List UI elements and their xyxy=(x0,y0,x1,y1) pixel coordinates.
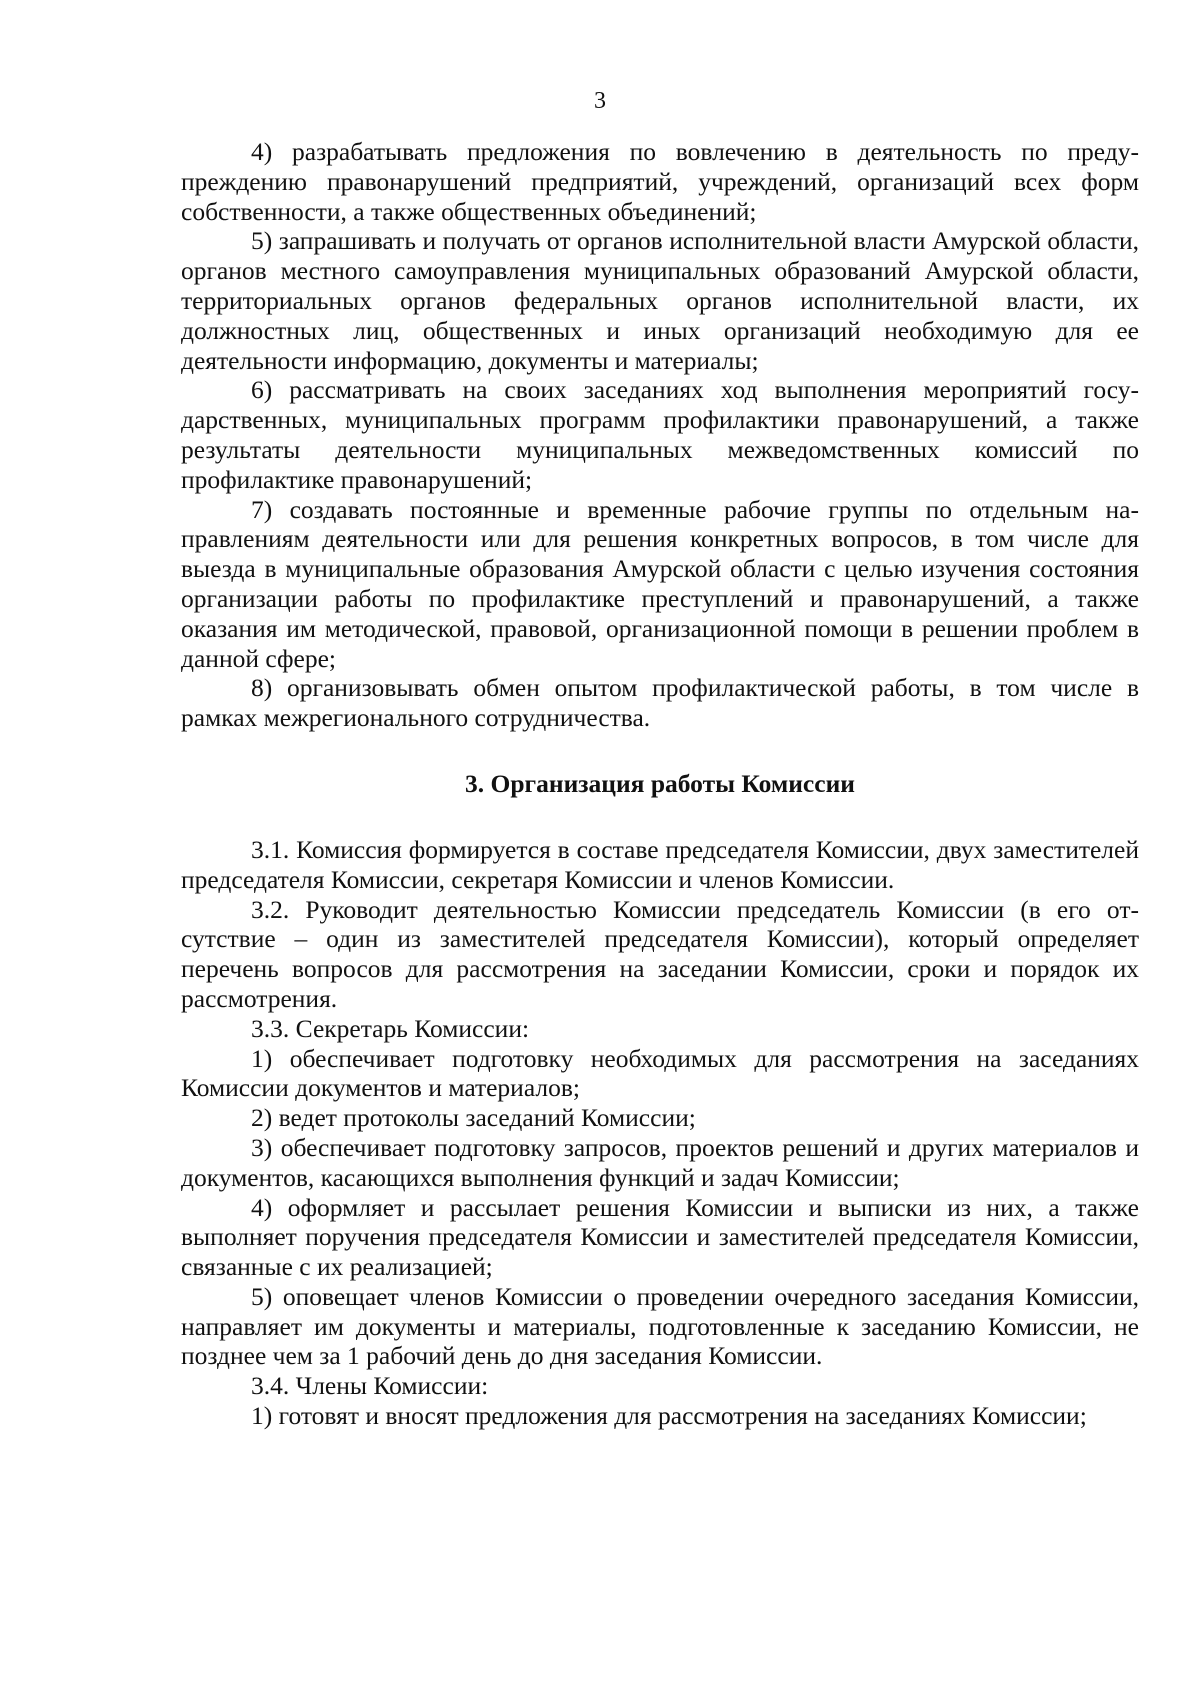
paragraph: 3.4. Члены Комиссии: xyxy=(251,1371,489,1401)
paragraph: 1) готовят и вносят предложения для рассмотрения на заседаниях Комиссии; xyxy=(251,1401,1087,1431)
section-title: 3. Организация работы Комиссии xyxy=(465,768,855,798)
paragraph: 3.1. Комиссия формируется в составе председателя Комиссии, двух заместителей председателя Комиссии, секретаря Комиссии и членов Комиссии. xyxy=(181,834,1139,894)
paragraph: 3.2. Руководит деятельностью Комиссии председатель Комиссии (в его отсутствие – один из заместителей председателя Комиссии), который определяет перечень вопросов для рассмотрения на заседании Комиссии, сроки и порядок их рассмотрения. xyxy=(181,894,1139,1013)
paragraph: 4) оформляет и рассылает решения Комиссии и выписки из них, а также выполняет поручения председателя Комиссии и заместителей председателя Комиссии, связанные с их реализацией; xyxy=(181,1192,1139,1282)
page-number: 3 xyxy=(594,88,606,114)
paragraph: 4) разрабатывать предложения по вовлечению в деятельность по предупреждению правонарушений предприятий, учреждений, организаций всех форм собственности, а также общественных объединений; xyxy=(181,137,1139,226)
paragraph: 5) оповещает членов Комиссии о проведении очередного заседания Комиссии, направляет им документы и материалы, подготовленные к заседанию Комиссии, не позднее чем за 1 рабочий день до дня заседания Комиссии. xyxy=(181,1281,1139,1371)
document-body xyxy=(181,137,1139,1431)
paragraph: 2) ведет протоколы заседаний Комиссии; xyxy=(251,1103,696,1133)
paragraph: 5) запрашивать и получать от органов исполнительной власти Амурской области, органов местного самоуправления муниципальных образований Амурской области, территориальных органов федеральных органов исполнительной власти, их должностных лиц, общественных и иных организаций необходимую для ее деятельности информацию, документы и материалы; xyxy=(181,226,1139,375)
powers-list xyxy=(181,137,1139,733)
paragraph: 7) создавать постоянные и временные рабочие группы по отдельным направлениям деятельности или для решения конкретных вопросов, в том числе для выезда в муниципальные образования Амурской области с целью изучения состояния организации работы по профилактике преступлений и правонарушений, а также оказания им методической, правовой, организационной помощи в решении проблем в данной сфере; xyxy=(181,494,1139,673)
paragraph: 3) обеспечивает подготовку запросов, проектов решений и других материалов и документов, касающихся выполнения функций и задач Комиссии; xyxy=(181,1132,1139,1192)
paragraph: 1) обеспечивает подготовку необходимых для рассмотрения на заседаниях Комиссии документов и материалов; xyxy=(181,1043,1139,1103)
paragraph: 3.3. Секретарь Комиссии: xyxy=(251,1013,530,1043)
paragraph: 8) организовывать обмен опытом профилактической работы, в том числе в рамках межрегионального сотрудничества. xyxy=(181,673,1139,733)
paragraph: 6) рассматривать на своих заседаниях ход выполнения мероприятий государственных, муниципальных программ профилактики правонарушений, а также результаты деятельности муниципальных межведомственных комиссий по профилактике правонарушений; xyxy=(181,375,1139,494)
organization-section xyxy=(181,835,1139,1431)
